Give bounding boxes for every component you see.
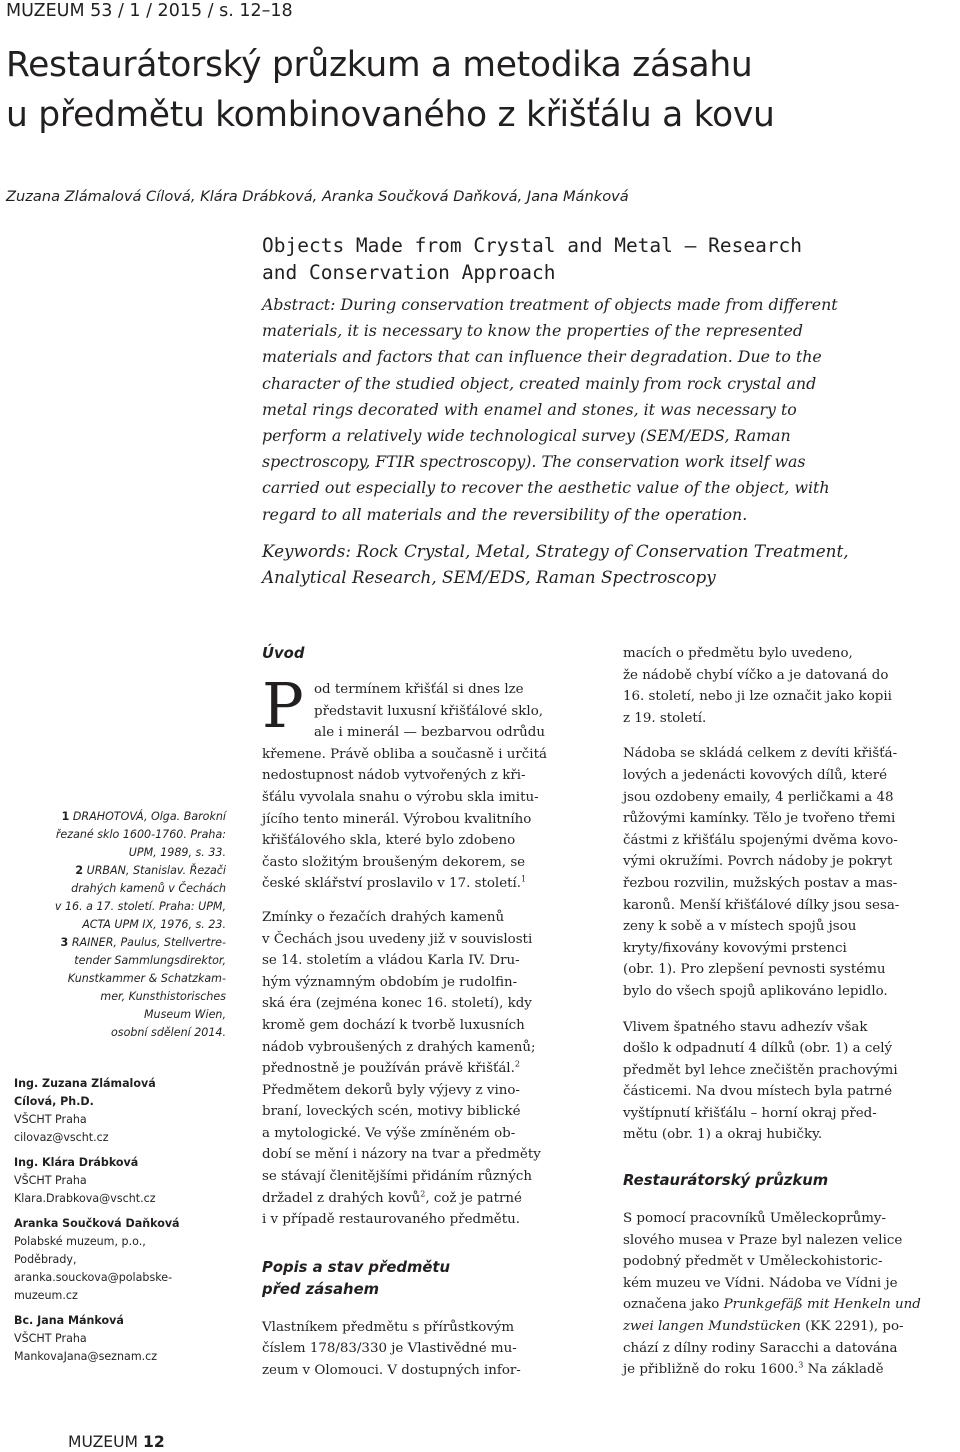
- page-number: 12: [142, 1433, 165, 1451]
- body-text: , což je patrné: [425, 1190, 522, 1206]
- body-line: předmět byl lehce znečištěn prachovými: [623, 1062, 898, 1078]
- heading-line: před zásahem: [262, 1280, 380, 1298]
- footnote-text: Kunstkammer & Schatzkam-: [67, 972, 226, 985]
- body-text: je přibližně do roku 1600.: [623, 1362, 799, 1378]
- body-line: chází z dílny rodiny Saracchi a datována: [623, 1340, 898, 1356]
- abstract: [262, 292, 956, 528]
- title-line-2: u předmětu kombinovaného z křišťálu a kovu: [6, 95, 775, 135]
- footnote-ref: 2: [420, 1189, 426, 1199]
- body-line: Vlivem špatného stavu adhezív však: [623, 1019, 868, 1035]
- section-heading-intro: Úvod: [262, 645, 305, 662]
- footnote-3: [6, 934, 226, 1042]
- footnote-text: RAINER, Paulus, Stellvertre-: [71, 936, 226, 949]
- footnote-text: URBAN, Stanislav. Řezači: [86, 864, 226, 877]
- body-line: růžovými kamínky. Tělo je tvořeno třemi: [623, 811, 896, 827]
- body-line: mětu (obr. 1) a okraj hubičky.: [623, 1127, 823, 1143]
- body-line: kromě gem dochází k tvorbě luxusních: [262, 1017, 525, 1033]
- footnote-text: mer, Kunsthistorisches: [100, 990, 226, 1003]
- body-line: kryty/fixovány kovovými prstenci: [623, 940, 847, 956]
- abstract-line: spectroscopy, FTIR spectroscopy). The conservation work itself was: [262, 452, 806, 472]
- affiliation-institution: VŠCHT Praha: [14, 1332, 87, 1345]
- body-line: Zmínky o řezačích drahých kamenů: [262, 909, 505, 925]
- drop-cap: P: [262, 669, 304, 742]
- affiliation-name: Cílová, Ph.D.: [14, 1095, 94, 1108]
- footnote-number: 3: [60, 936, 69, 949]
- body-line: ale i minerál — bezbarvou odrůdu: [314, 725, 545, 741]
- body-line: často složitým broušeným dekorem, se: [262, 854, 526, 870]
- body-line: slového musea v Praze byl nalezen velice: [623, 1232, 903, 1248]
- footnote-ref: 2: [514, 1059, 520, 1069]
- intro-paragraph: [262, 669, 592, 895]
- affiliation-name: Ing. Klára Drábková: [14, 1156, 139, 1169]
- body-line: macích o předmětu bylo uvedeno,: [623, 646, 853, 661]
- heading-line: Popis a stav předmětu: [262, 1258, 451, 1276]
- footnote-text: Museum Wien,: [143, 1008, 226, 1021]
- body-line: částicemi. Na dvou místech byla patrné: [623, 1084, 893, 1100]
- paragraph-composition: [623, 743, 958, 1002]
- body-line: od termínem křišťál si dnes lze: [314, 682, 524, 697]
- paragraph-owner: [262, 1317, 592, 1382]
- body-line: lových a jedenácti kovových dílů, které: [623, 767, 888, 783]
- footnote-2: [6, 862, 226, 934]
- section-heading-survey: Restaurátorský průzkum: [623, 1172, 829, 1190]
- footnotes: [6, 808, 226, 1042]
- footnote-line: [62, 810, 226, 823]
- affiliation-email: cilovaz@vscht.cz: [14, 1131, 109, 1144]
- abstract-line: Abstract: During conservation treatment of objects made from different: [262, 295, 838, 314]
- abstract-line: carried out especially to recover the aesthetic value of the object, with: [262, 478, 830, 498]
- author-list: Zuzana Zlámalová Cílová, Klára Drábková, Aranka Součková Daňková, Jana Mánková: [6, 188, 629, 205]
- keywords: [262, 538, 956, 590]
- body-line: nedostupnost nádob vytvořených z kři-: [262, 768, 526, 784]
- paragraph-damage: [623, 1017, 958, 1147]
- running-header: MUZEUM 53 / 1 / 2015 / s. 12–18: [6, 1, 293, 21]
- body-line: vyštípnutí křišťálu – horní okraj před-: [623, 1105, 877, 1121]
- body-line: [623, 1316, 958, 1338]
- body-line: braní, loveckých scén, motivy biblické: [262, 1104, 521, 1120]
- affiliation-block: [14, 1075, 254, 1147]
- body-line: podobný předmět v Uměleckohistoric-: [623, 1254, 883, 1270]
- affiliation-block: [14, 1215, 254, 1305]
- author-affiliations: [14, 1075, 254, 1373]
- body-line: křišťálového skla, které bylo zdobeno: [262, 833, 516, 849]
- affiliation-email: aranka.souckova@polabske-: [14, 1271, 173, 1284]
- affiliation-email: MankovaJana@seznam.cz: [14, 1350, 158, 1363]
- body-text: české sklářství proslavilo v 17. století.: [262, 876, 522, 892]
- object-title-italic: zwei langen Mundstücken: [623, 1319, 801, 1335]
- footnote-text: DRAHOTOVÁ, Olga. Barokní: [72, 810, 226, 823]
- footnote-text: tender Sammlungsdirektor,: [74, 954, 226, 967]
- body-text: označena jako: [623, 1297, 724, 1313]
- page-footer: [68, 1432, 165, 1452]
- title-line-1: Restaurátorský průzkum a metodika zásahu: [6, 45, 753, 85]
- body-line: křemene. Právě obliba a současně i určitá: [262, 746, 547, 762]
- body-column-left: [262, 643, 592, 1382]
- footer-journal: MUZEUM: [68, 1433, 138, 1451]
- body-line: šťálu vyvolala snahu o výrobu skla imitu-: [262, 789, 539, 805]
- affiliation-name: Aranka Součková Daňková: [14, 1217, 180, 1230]
- english-title: [262, 232, 952, 286]
- body-line: se stávají členitějšími přidáním různých: [262, 1169, 533, 1185]
- affiliation-institution: VŠCHT Praha: [14, 1113, 87, 1126]
- body-line: jsou ozdobeny emaily, 4 perličkami a 48: [623, 789, 894, 805]
- body-line: [623, 1294, 958, 1316]
- body-line: zeum v Olomouci. V dostupných infor-: [262, 1363, 521, 1379]
- body-line: ská éra (zejména konec 16. století), kdy: [262, 996, 532, 1012]
- abstract-line: metal rings decorated with enamel and stones, it was necessary to: [262, 399, 797, 419]
- english-title-line-1: Objects Made from Crystal and Metal — Research: [262, 234, 803, 257]
- body-line: částmi z křišťálu spojenými dvěma kovo-: [623, 832, 898, 848]
- body-line: [262, 873, 592, 895]
- body-line: číslem 178/83/330 je Vlastivědné mu-: [262, 1341, 517, 1357]
- body-line: hým významným obdobím je rudolfin-: [262, 974, 518, 990]
- abstract-line: perform a relatively wide technological survey (SEM/EDS, Raman: [262, 426, 791, 446]
- body-line: že nádobě chybí víčko a je datovaná do: [623, 667, 889, 683]
- paragraph-dating: [623, 643, 958, 729]
- abstract-line: materials and factors that can influence their degradation. Due to the: [262, 347, 822, 367]
- body-text: přednostně je používán právě křišťál.: [262, 1061, 515, 1077]
- body-line: S pomocí pracovníků Uměleckoprůmy-: [623, 1211, 887, 1227]
- body-line: zeny k sobě a v místech spojů jsou: [623, 919, 857, 935]
- body-text: držadel z drahých kovů: [262, 1190, 421, 1206]
- body-line: [262, 1058, 592, 1080]
- affiliation-institution: VŠCHT Praha: [14, 1174, 87, 1187]
- english-title-line-2: and Conservation Approach: [262, 261, 556, 284]
- footnote-ref: 1: [521, 874, 527, 884]
- footnote-1: [6, 808, 226, 862]
- body-text: (KK 2291), po-: [800, 1319, 904, 1335]
- affiliation-name: Ing. Zuzana Zlámalová: [14, 1077, 156, 1090]
- body-line: řezbou rozvilin, mužských postav a mas-: [623, 875, 898, 891]
- paragraph-gem-cutters: [262, 907, 592, 1231]
- keywords-line: Analytical Research, SEM/EDS, Raman Spectroscopy: [262, 567, 716, 587]
- body-line: 16. století, nebo ji lze označit jako kopii: [623, 689, 892, 705]
- body-line: kém muzeu ve Vídni. Nádoba ve Vídni je: [623, 1275, 898, 1291]
- affiliation-block: [14, 1312, 254, 1366]
- footnote-text: v 16. a 17. století. Praha: UPM,: [54, 900, 226, 913]
- body-line: z 19. století.: [623, 710, 707, 726]
- abstract-line: character of the studied object, created mainly from rock crystal and: [262, 373, 817, 393]
- section-heading-object-state: [262, 1257, 592, 1301]
- body-line: se 14. stoletím a vládou Karla IV. Dru-: [262, 953, 520, 969]
- abstract-line: regard to all materials and the reversibility of the operation.: [262, 504, 748, 524]
- footnote-text: UPM, 1989, s. 33.: [128, 846, 226, 859]
- affiliation-institution: Poděbrady,: [14, 1253, 77, 1266]
- body-line: i v případě restaurovaného předmětu.: [262, 1212, 520, 1228]
- affiliation-name: Bc. Jana Mánková: [14, 1314, 124, 1327]
- affiliation-email: Klara.Drabkova@vscht.cz: [14, 1192, 156, 1205]
- body-line: nádob vybroušených z drahých kamenů;: [262, 1039, 536, 1055]
- footnote-text: ACTA UPM IX, 1976, s. 23.: [82, 918, 226, 931]
- body-line: Vlastníkem předmětu s přírůstkovým: [262, 1319, 515, 1335]
- footnote-text: osobní sdělení 2014.: [111, 1026, 226, 1039]
- footnote-text: řezané sklo 1600-1760. Praha:: [55, 828, 226, 841]
- body-line: [623, 1359, 958, 1381]
- body-line: Předmětem dekorů byly výjevy z vino-: [262, 1082, 520, 1098]
- body-line: jícího tento minerál. Výrobou kvalitního: [262, 811, 532, 827]
- footnote-number: 1: [61, 810, 70, 823]
- body-line: vými okružími. Povrch nádoby je pokryt: [623, 854, 893, 870]
- body-line: [262, 1188, 592, 1210]
- footnote-number: 2: [75, 864, 84, 877]
- abstract-line: materials, it is necessary to know the properties of the represented: [262, 321, 804, 341]
- body-line: a mytologické. Ve výše zmíněném ob-: [262, 1125, 516, 1141]
- affiliation-email: muzeum.cz: [14, 1289, 78, 1302]
- body-line: karonů. Menší křišťálové dílky jsou sesa-: [623, 897, 900, 913]
- footnote-ref: 3: [798, 1360, 804, 1370]
- body-text: Na základě: [803, 1362, 884, 1378]
- affiliation-institution: Polabské muzeum, p.o.,: [14, 1235, 146, 1248]
- object-title-italic: Prunkgefäß mit Henkeln und: [723, 1297, 921, 1313]
- body-line: bylo do všech spojů aplikováno lepidlo.: [623, 983, 888, 999]
- body-column-right: [623, 643, 958, 1381]
- article-title: [6, 40, 956, 140]
- footnote-text: drahých kamenů v Čechách: [71, 882, 226, 895]
- body-line: došlo k odpadnutí 4 dílků (obr. 1) a celý: [623, 1041, 893, 1057]
- body-line: Nádoba se skládá celkem z devíti křišťá-: [623, 746, 898, 762]
- body-line: v Čechách jsou uvedeny již v souvislosti: [262, 931, 533, 947]
- affiliation-block: [14, 1154, 254, 1208]
- body-line: dobí se mění i názory na tvar a předměty: [262, 1147, 541, 1163]
- body-line: představit luxusní křišťálové sklo,: [314, 703, 544, 719]
- keywords-line: Keywords: Rock Crystal, Metal, Strategy of Conservation Treatment,: [262, 541, 849, 561]
- body-line: (obr. 1). Pro zlepšení pevnosti systému: [623, 962, 886, 978]
- paragraph-survey: [623, 1208, 958, 1381]
